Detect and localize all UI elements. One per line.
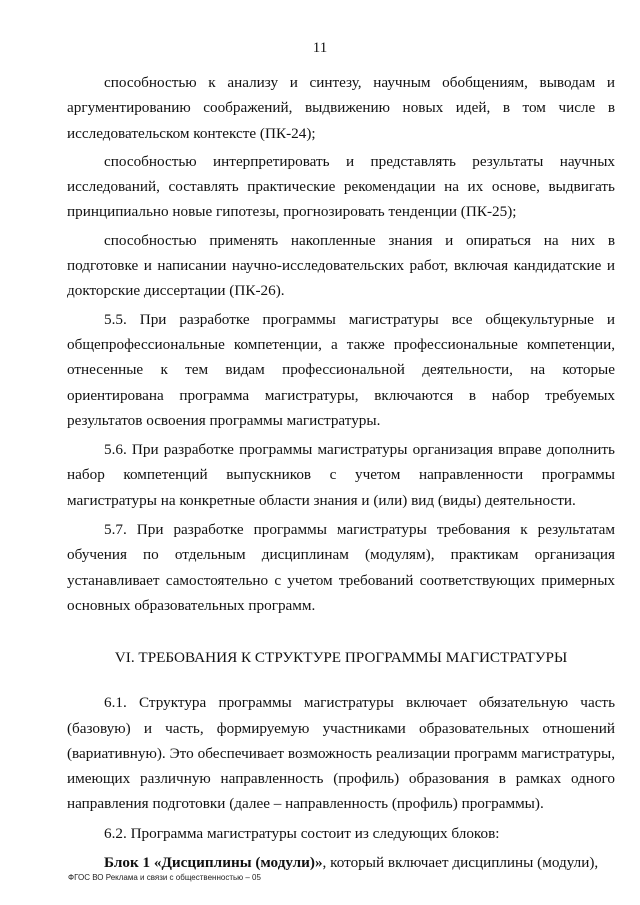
- document-body: [67, 70, 615, 875]
- paragraph-pk26: способностью применять накопленные знания и опираться на них в подготовке и написании научно-исследовательских работ, включая кандидатские и докторские диссертации (ПК-26).: [67, 231, 615, 300]
- block1-text: , который включает дисциплины (модули),: [322, 854, 599, 872]
- page-number: 11: [312, 40, 328, 56]
- paragraph-pk25: способностью интерпретировать и представлять результаты научных исследований, составлять практические рекомендации на их основе, выдвигать принципиально новые гипотезы, прогнозировать тенденции (ПК-25);: [67, 152, 615, 221]
- paragraph-5-7: 5.7. При разработке программы магистратуры требования к результатам обучения по отдельным дисциплинам (модулям), практикам организация устанавливает самостоятельно с учетом требований соответствующих примерных основных образовательных программ.: [67, 521, 615, 614]
- paragraph-5-6: 5.6. При разработке программы магистратуры организация вправе дополнить набор компетенций выпускников с учетом направленности программы магистратуры на конкретные области знания и (или) вид (виды) деятельности.: [67, 441, 615, 509]
- footer-note: ФГОС ВО Реклама и связи с общественностью – 05: [68, 873, 261, 882]
- paragraph-pk24: способностью к анализу и синтезу, научным обобщениям, выводам и аргументированию соображений, выдвижению новых идей, в том числе в исследовательском контексте (ПК-24);: [67, 74, 615, 142]
- block1-label: Блок 1 «Дисциплины (модули)»: [104, 854, 323, 872]
- paragraph-5-5: 5.5. При разработке программы магистратуры все общекультурные и общепрофессиональные компетенции, а также профессиональные компетенции, отнесенные к тем видам профессиональной деятельности, на которые ориентирована программа магистратуры, включаются в набор требуемых результатов освоения программы магистратуры.: [67, 310, 615, 429]
- section-heading: VI. ТРЕБОВАНИЯ К СТРУКТУРЕ ПРОГРАММЫ МАГИСТРАТУРЫ: [114, 649, 568, 667]
- paragraph-6-2: 6.2. Программа магистратуры состоит из следующих блоков:: [104, 824, 500, 842]
- paragraph-block1: [67, 850, 615, 875]
- paragraph-6-1: 6.1. Структура программы магистратуры включает обязательную часть (базовую) и часть, формируемую участниками образовательных отношений (вариативную). Это обеспечивает возможность реализации программ магистратуры, имеющих различную направленность (профиль) образования в рамках одного направления подготовки (далее – направленность (профиль) программы).: [67, 694, 615, 813]
